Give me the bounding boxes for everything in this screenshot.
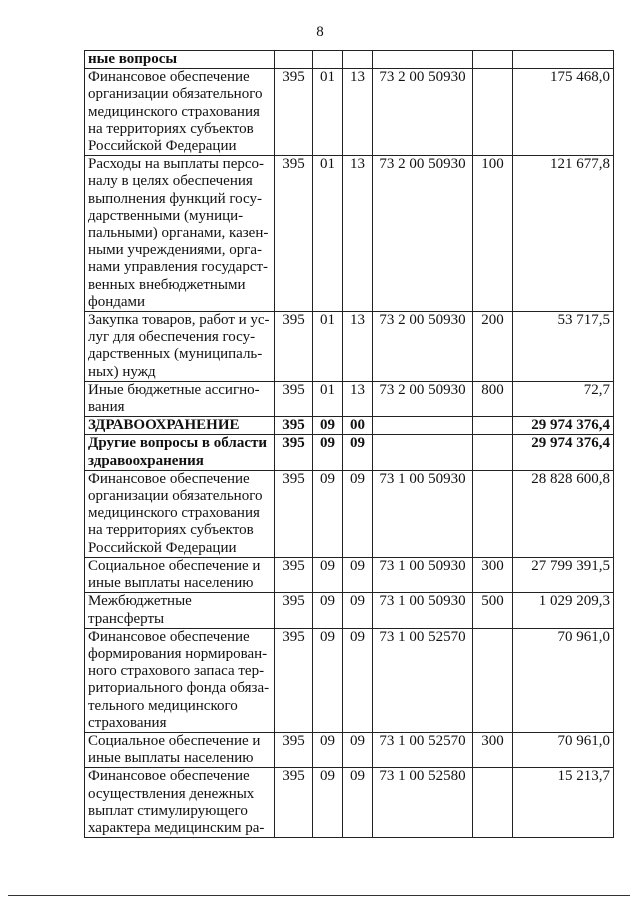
cell-section: 09 — [313, 732, 343, 767]
cell-subsection: 13 — [343, 69, 373, 156]
cell-section: 09 — [313, 593, 343, 628]
cell-expense-type: 300 — [473, 557, 513, 592]
cell-section: 09 — [313, 417, 343, 435]
cell-grbs — [275, 51, 313, 69]
cell-name: Закупка товаров, работ и ус-луг для обеспечения госу-дарственных (муниципаль-ных) нужд — [85, 312, 275, 382]
cell-subsection: 13 — [343, 312, 373, 382]
cell-section: 01 — [313, 156, 343, 312]
budget-table — [84, 50, 614, 838]
cell-expense-type: 500 — [473, 593, 513, 628]
cell-subsection: 09 — [343, 557, 373, 592]
cell-expense-type — [473, 51, 513, 69]
cell-target-article — [373, 51, 473, 69]
table-row — [85, 69, 614, 156]
table-row — [85, 435, 614, 470]
cell-expense-type: 300 — [473, 732, 513, 767]
cell-section: 09 — [313, 768, 343, 838]
table-row — [85, 470, 614, 557]
cell-amount: 53 717,5 — [513, 312, 614, 382]
cell-expense-type — [473, 417, 513, 435]
cell-grbs: 395 — [275, 312, 313, 382]
cell-grbs: 395 — [275, 557, 313, 592]
cell-amount: 29 974 376,4 — [513, 435, 614, 470]
table-row — [85, 312, 614, 382]
cell-grbs: 395 — [275, 593, 313, 628]
cell-name: Финансовое обеспечение формирования нормирован-ного страхового запаса тер-риториального фонда обяза-тельного медицинского страхования — [85, 628, 275, 732]
cell-amount: 15 213,7 — [513, 768, 614, 838]
cell-grbs: 395 — [275, 732, 313, 767]
footer-divider — [8, 895, 630, 896]
table-row — [85, 557, 614, 592]
table-row — [85, 768, 614, 838]
cell-target-article: 73 2 00 50930 — [373, 312, 473, 382]
cell-subsection: 09 — [343, 768, 373, 838]
cell-section: 09 — [313, 557, 343, 592]
cell-subsection: 09 — [343, 732, 373, 767]
cell-name: Финансовое обеспечение осуществления денежных выплат стимулирующего характера медицинским ра- — [85, 768, 275, 838]
cell-target-article — [373, 435, 473, 470]
table-row — [85, 51, 614, 69]
cell-grbs: 395 — [275, 417, 313, 435]
cell-target-article: 73 2 00 50930 — [373, 381, 473, 416]
cell-target-article: 73 1 00 52570 — [373, 628, 473, 732]
cell-subsection — [343, 51, 373, 69]
cell-subsection: 09 — [343, 470, 373, 557]
cell-expense-type: 800 — [473, 381, 513, 416]
cell-section: 01 — [313, 69, 343, 156]
cell-name: Расходы на выплаты персо-налу в целях обеспечения выполнения функций госу-дарственными (муници-пальными) органами, казен-ными учреждениями, орга-нами управления государст-венных внебюджетными фондами — [85, 156, 275, 312]
table-row — [85, 732, 614, 767]
table-row — [85, 628, 614, 732]
cell-name: Социальное обеспечение и иные выплаты населению — [85, 732, 275, 767]
cell-target-article: 73 2 00 50930 — [373, 156, 473, 312]
cell-amount: 29 974 376,4 — [513, 417, 614, 435]
cell-expense-type — [473, 69, 513, 156]
cell-expense-type — [473, 470, 513, 557]
cell-amount: 121 677,8 — [513, 156, 614, 312]
cell-grbs: 395 — [275, 435, 313, 470]
cell-section: 09 — [313, 435, 343, 470]
cell-name: Финансовое обеспечение организации обязательного медицинского страхования на территориях субъектов Российской Федерации — [85, 69, 275, 156]
cell-expense-type — [473, 628, 513, 732]
table-row — [85, 381, 614, 416]
cell-subsection: 13 — [343, 156, 373, 312]
cell-expense-type: 200 — [473, 312, 513, 382]
cell-name: ЗДРАВООХРАНЕНИЕ — [85, 417, 275, 435]
cell-grbs: 395 — [275, 381, 313, 416]
cell-grbs: 395 — [275, 628, 313, 732]
cell-name: ные вопросы — [85, 51, 275, 69]
cell-target-article: 73 1 00 50930 — [373, 557, 473, 592]
cell-target-article: 73 1 00 52580 — [373, 768, 473, 838]
cell-expense-type — [473, 435, 513, 470]
cell-subsection: 09 — [343, 435, 373, 470]
cell-grbs: 395 — [275, 768, 313, 838]
table-row — [85, 417, 614, 435]
cell-subsection: 13 — [343, 381, 373, 416]
cell-target-article — [373, 417, 473, 435]
cell-name: Другие вопросы в области здравоохранения — [85, 435, 275, 470]
table-row — [85, 156, 614, 312]
cell-amount: 70 961,0 — [513, 732, 614, 767]
cell-subsection: 09 — [343, 593, 373, 628]
cell-grbs: 395 — [275, 156, 313, 312]
cell-section: 01 — [313, 312, 343, 382]
cell-amount: 1 029 209,3 — [513, 593, 614, 628]
cell-grbs: 395 — [275, 470, 313, 557]
cell-grbs: 395 — [275, 69, 313, 156]
cell-expense-type: 100 — [473, 156, 513, 312]
cell-expense-type — [473, 768, 513, 838]
cell-name: Межбюджетные трансферты — [85, 593, 275, 628]
cell-target-article: 73 2 00 50930 — [373, 69, 473, 156]
cell-subsection: 00 — [343, 417, 373, 435]
cell-amount: 27 799 391,5 — [513, 557, 614, 592]
cell-section: 01 — [313, 381, 343, 416]
cell-amount — [513, 51, 614, 69]
cell-section: 09 — [313, 628, 343, 732]
cell-section: 09 — [313, 470, 343, 557]
cell-target-article: 73 1 00 50930 — [373, 470, 473, 557]
cell-amount: 175 468,0 — [513, 69, 614, 156]
cell-amount: 28 828 600,8 — [513, 470, 614, 557]
cell-subsection: 09 — [343, 628, 373, 732]
cell-amount: 70 961,0 — [513, 628, 614, 732]
cell-amount: 72,7 — [513, 381, 614, 416]
table-row — [85, 593, 614, 628]
cell-name: Социальное обеспечение и иные выплаты населению — [85, 557, 275, 592]
cell-target-article: 73 1 00 52570 — [373, 732, 473, 767]
cell-name: Финансовое обеспечение организации обязательного медицинского страхования на территориях субъектов Российской Федерации — [85, 470, 275, 557]
budget-table-body — [85, 51, 614, 838]
cell-name: Иные бюджетные ассигно-вания — [85, 381, 275, 416]
cell-target-article: 73 1 00 50930 — [373, 593, 473, 628]
page-number: 8 — [316, 24, 324, 40]
cell-section — [313, 51, 343, 69]
